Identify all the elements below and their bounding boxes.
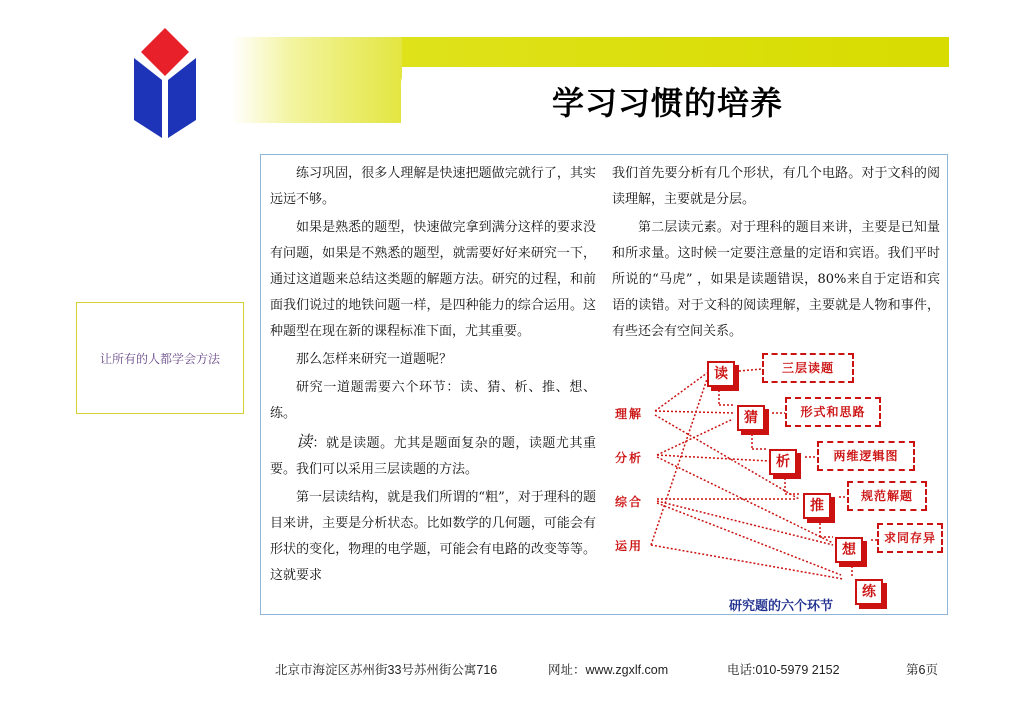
step-guess: 猜 xyxy=(737,405,765,431)
note-three-layer-reading: 三层读题 xyxy=(762,353,854,383)
step-think: 想 xyxy=(835,537,863,563)
diagram-connectors xyxy=(611,349,947,611)
step-deduce: 推 xyxy=(803,493,831,519)
ability-synthesize: 综合 xyxy=(615,495,644,509)
note-form-and-thinking: 形式和思路 xyxy=(785,397,881,427)
logo-diamond xyxy=(141,28,189,76)
ability-analyze: 分析 xyxy=(615,451,644,465)
paragraph: 练习巩固，很多人理解是快速把题做完就行了，其实远远不够。 xyxy=(270,166,596,207)
company-logo xyxy=(130,24,200,144)
du-text: ：就是读题。尤其是题面复杂的题，读题尤其重要。我们可以采用三层读题的方法。 xyxy=(270,436,596,477)
note-seek-common-ground: 求同存异 xyxy=(877,523,943,553)
paragraph: 那么怎样来研究一道题呢？ xyxy=(296,352,453,367)
footer-phone: 电话:010-5979 2152 xyxy=(727,663,840,677)
page-title: 学习习惯的培养 xyxy=(552,84,784,122)
diagram-caption: 研究题的六个环节 xyxy=(728,599,833,614)
note-2d-logic-map: 两维逻辑图 xyxy=(817,441,915,471)
footer-page-number: 第6页 xyxy=(906,663,938,677)
paragraph-du xyxy=(270,429,596,483)
content-frame xyxy=(260,154,948,615)
step-practice: 练 xyxy=(855,579,883,605)
paragraph: 研究一道题需要六个环节：读、猜、析、推、想、练。 xyxy=(270,380,596,421)
step-analyze: 析 xyxy=(769,449,797,475)
logo-right-panel xyxy=(168,58,196,138)
du-mark: 读 xyxy=(296,432,313,451)
logo-left-panel xyxy=(134,58,162,138)
note-standard-solution: 规范解题 xyxy=(847,481,927,511)
paragraph: 如果是熟悉的题型，快速做完拿到满分这样的要求没有问题，如果是不熟悉的题型，就需要好好来研究一下，通过这道题来总结这类题的解题方法。研究的过程，和前面我们说过的地铁问题一样，是四种能力的综合运用。这种题型在现在新的课程标准下面，尤其重要。 xyxy=(270,220,596,339)
paragraph: 第二层读元素。对于理科的题目来讲，主要是已知量和所求量。这时候一定要注意量的定语和宾语。我们平时所说的“马虎” ，如果是读题错误，80%来自于定语和宾语的读错。对于文科的阅读理解，主要就是人物和事件，有些还会有空间关系。 xyxy=(612,220,940,339)
step-read: 读 xyxy=(707,361,735,387)
paragraph: 我们首先要分析有几个形状，有几个电路。对于文科的阅读理解，主要就是分层。 xyxy=(612,166,940,207)
ability-understand: 理解 xyxy=(615,407,644,421)
sidebar-label: 让所有的人都学会方法 xyxy=(99,352,220,366)
sidebar-box xyxy=(76,302,244,414)
footer-address: 北京市海淀区苏州街33号苏州街公寓716 xyxy=(275,663,498,677)
left-column xyxy=(270,161,596,589)
ability-apply: 运用 xyxy=(615,539,644,553)
header-banner-left xyxy=(232,37,402,123)
paragraph: 第一层读结构，就是我们所谓的“粗”，对于理科的题目来讲，主要是分析状态。比如数学的几何题，可能会有形状的变化，物理的电学题，可能会有电路的改变等等。这就要求 xyxy=(270,490,596,583)
six-steps-diagram xyxy=(611,349,947,614)
right-column xyxy=(612,161,940,345)
footer-website: 网址：www.zgxlf.com xyxy=(548,663,669,677)
